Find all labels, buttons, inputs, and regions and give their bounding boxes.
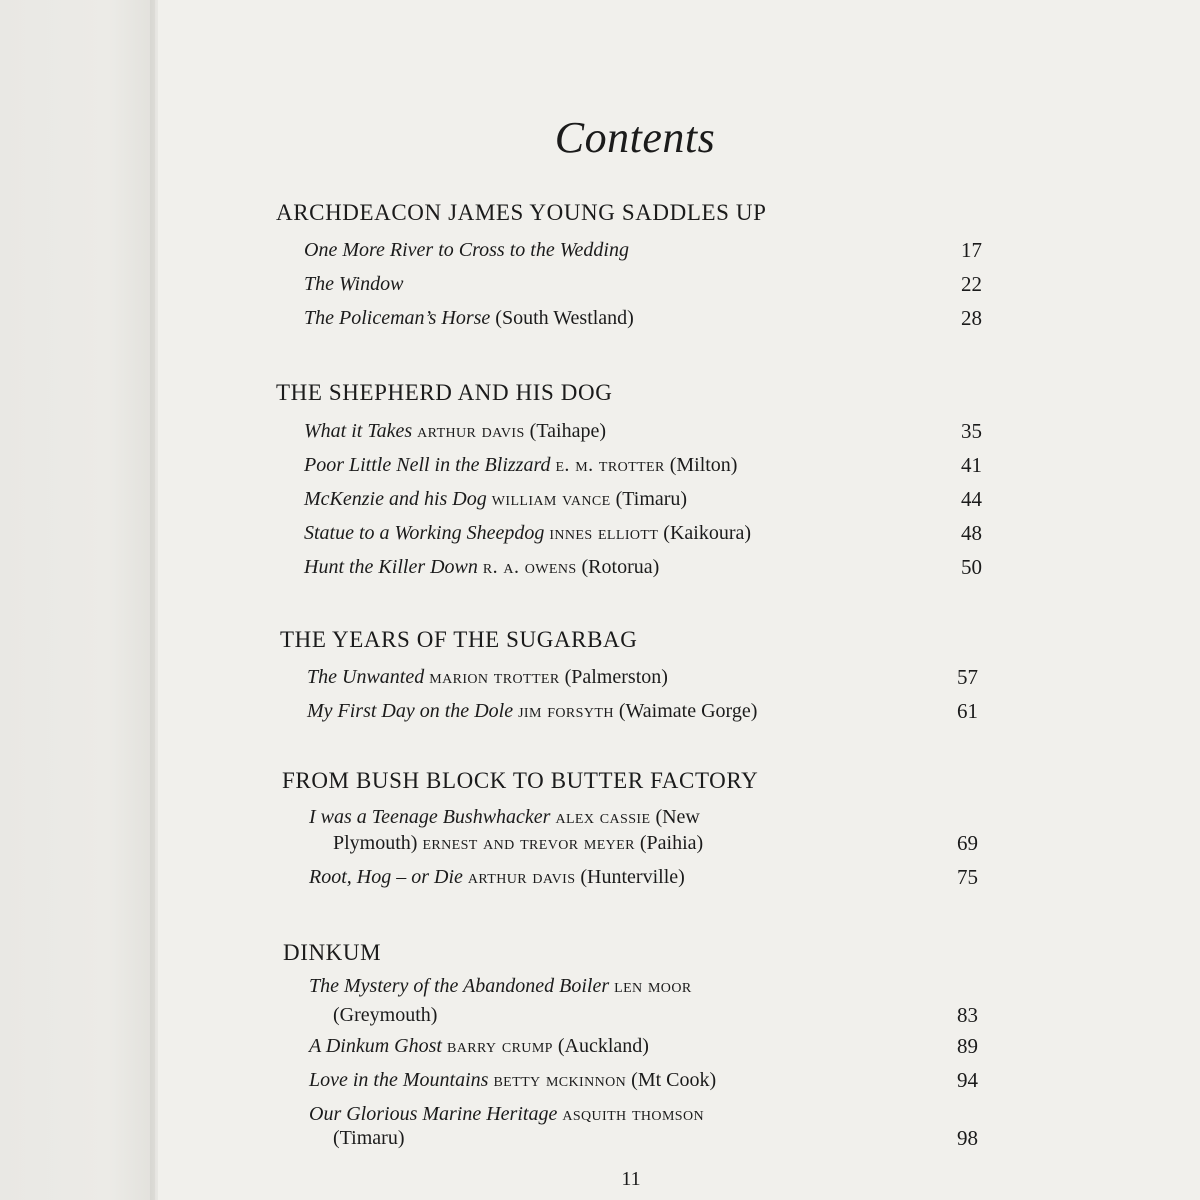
entry-author: betty mckinnon	[493, 1069, 627, 1091]
entry-place: (Hunterville)	[580, 866, 685, 888]
entry-title: McKenzie and his Dog	[304, 488, 487, 510]
entry-page: 22	[961, 272, 982, 296]
entry-page: 50	[961, 555, 982, 579]
page-title: Contents	[554, 113, 716, 162]
entry-title: The Policeman’s Horse	[304, 307, 491, 329]
entry-author: arthur davis	[467, 866, 576, 888]
entry-page: 69	[957, 831, 978, 855]
toc-entry-continued	[333, 1003, 978, 1027]
section-heading: FROM BUSH BLOCK TO BUTTER FACTORY	[282, 768, 759, 793]
entry-author: e. m. trotter	[555, 454, 665, 476]
toc-entry	[304, 272, 982, 296]
section-heading: THE YEARS OF THE SUGARBAG	[280, 627, 638, 652]
entry-page: 94	[957, 1068, 978, 1092]
entry-place: (Milton)	[669, 454, 738, 476]
entry-page: 83	[957, 1003, 978, 1027]
entry-place: (Timaru)	[333, 1127, 405, 1149]
entry-page: 35	[961, 419, 982, 443]
toc-entry	[309, 1034, 978, 1058]
entry-place: (New	[655, 806, 700, 828]
entry-title: Love in the Mountains	[309, 1069, 489, 1091]
entry-place: (Waimate Gorge)	[618, 700, 758, 722]
entry-author: alex cassie	[555, 806, 651, 828]
entry-title: Statue to a Working Sheepdog	[304, 522, 545, 544]
entry-page: 41	[961, 453, 982, 477]
entry-author: jim forsyth	[518, 700, 614, 722]
entry-title: What it Takes	[304, 420, 413, 442]
toc-entry-continued	[333, 831, 978, 855]
entry-page: 48	[961, 521, 982, 545]
toc-entry-continued	[333, 1126, 978, 1150]
toc-entry	[309, 1102, 978, 1126]
entry-page: 44	[961, 487, 982, 511]
entry-page: 75	[957, 865, 978, 889]
entry-page: 89	[957, 1034, 978, 1058]
entry-author: william vance	[491, 488, 611, 510]
entry-place: Plymouth)	[333, 832, 418, 854]
entry-page: 17	[961, 238, 982, 262]
entry-place: (Timaru)	[615, 488, 688, 510]
section-heading: THE SHEPHERD AND HIS DOG	[276, 380, 613, 405]
entry-title: One More River to Cross to the Wedding	[304, 239, 629, 261]
toc-entry	[309, 805, 978, 829]
entry-place: (Rotorua)	[581, 556, 660, 578]
entry-place: (South Westland)	[495, 307, 634, 329]
toc-entry	[304, 419, 982, 443]
toc-entry	[309, 865, 978, 889]
entry-author: arthur davis	[417, 420, 525, 442]
entry-title: The Window	[304, 273, 404, 295]
toc-entry	[304, 555, 982, 579]
toc-entry	[307, 665, 978, 689]
section-heading: DINKUM	[283, 940, 382, 965]
toc-entry	[304, 238, 982, 262]
facing-page	[0, 0, 155, 1200]
entry-place: (Paihia)	[639, 832, 704, 854]
entry-title: Our Glorious Marine Heritage	[309, 1103, 558, 1125]
entry-place: (Auckland)	[557, 1035, 649, 1057]
section-heading: ARCHDEACON JAMES YOUNG SADDLES UP	[276, 200, 767, 225]
entry-author: marion trotter	[429, 666, 560, 688]
entry-place: (Palmerston)	[564, 666, 668, 688]
entry-author: r. a. owens	[482, 556, 577, 578]
entry-author: asquith thomson	[562, 1103, 704, 1125]
entry-title: Root, Hog – or Die	[309, 866, 463, 888]
entry-title: Poor Little Nell in the Blizzard	[304, 454, 551, 476]
toc-entry	[304, 521, 982, 545]
toc-entry	[309, 974, 978, 998]
entry-page: 98	[957, 1126, 978, 1150]
entry-title: My First Day on the Dole	[307, 700, 514, 722]
entry-place: (Greymouth)	[333, 1004, 438, 1026]
entry-page: 28	[961, 306, 982, 330]
entry-author: barry crump	[446, 1035, 553, 1057]
entry-place: (Kaikoura)	[663, 522, 752, 544]
toc-entry	[304, 306, 982, 330]
entry-author: innes elliott	[549, 522, 659, 544]
entry-title: I was a Teenage Bushwhacker	[309, 806, 551, 828]
toc-entry	[304, 453, 982, 477]
entry-page: 61	[957, 699, 978, 723]
toc-entry	[304, 487, 982, 511]
entry-author: len moor	[614, 975, 692, 997]
entry-title: A Dinkum Ghost	[309, 1035, 442, 1057]
toc-entry	[307, 699, 978, 723]
entry-title: Hunt the Killer Down	[304, 556, 478, 578]
entry-place: (Taihape)	[529, 420, 606, 442]
entry-author: ernest and trevor meyer	[422, 832, 635, 854]
entry-page: 57	[957, 665, 978, 689]
entry-title: The Mystery of the Abandoned Boiler	[309, 975, 610, 997]
entry-title: The Unwanted	[307, 666, 425, 688]
entry-place: (Mt Cook)	[631, 1069, 717, 1091]
page-number: 11	[621, 1168, 641, 1190]
toc-entry	[309, 1068, 978, 1092]
